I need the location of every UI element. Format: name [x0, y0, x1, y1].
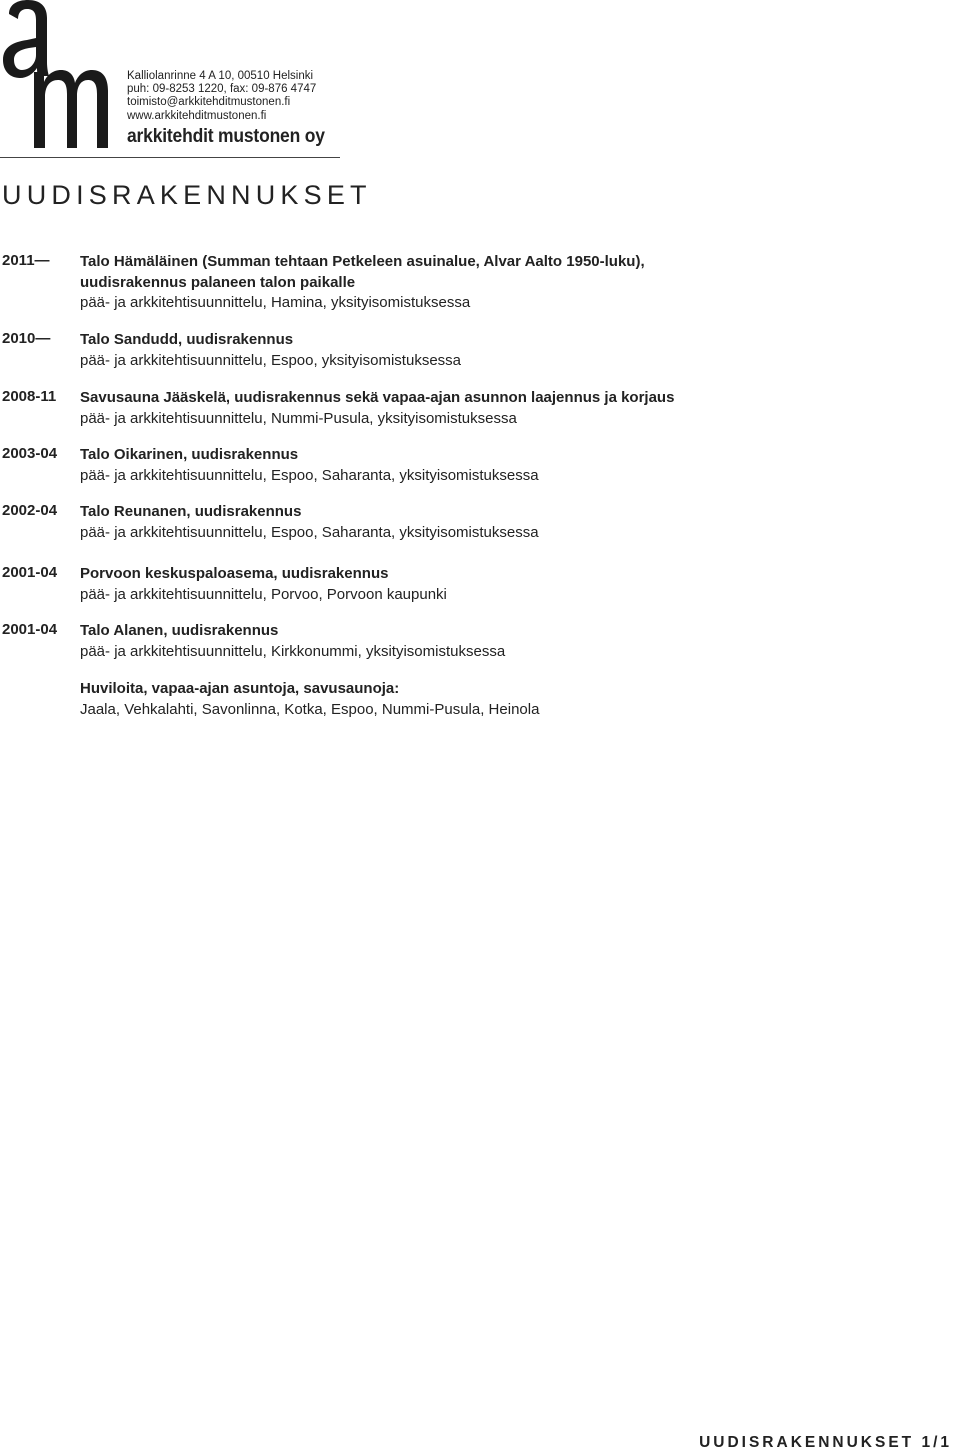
project-detail: pää- ja arkkitehtisuunnittelu, Kirkkonummi, yksityisomistuksessa: [80, 642, 506, 660]
project-body: [80, 252, 645, 314]
other-projects-body: [80, 679, 539, 720]
project-title-line: Savusauna Jääskelä, uudisrakennus sekä vapaa-ajan asunnon laajennus ja korjaus: [80, 389, 675, 406]
project-year: 2002-04: [2, 502, 58, 519]
project-title-line: Talo Sandudd, uudisrakennus: [80, 331, 294, 348]
project-body: [80, 388, 674, 429]
phone-fax: puh: 09-8253 1220, fax: 09-876 4747: [127, 83, 317, 96]
email-link[interactable]: toimisto@arkkitehditmustonen.fi: [127, 96, 291, 109]
project-body: [80, 621, 505, 662]
am-logo-mark: [0, 0, 112, 152]
project-year: 2010—: [2, 330, 51, 347]
project-body: [80, 445, 539, 486]
company-name: arkkitehdit mustonen oy: [127, 126, 325, 147]
project-detail: pää- ja arkkitehtisuunnittelu, Nummi-Pusula, yksityisomistuksessa: [80, 409, 517, 427]
company-logo: [0, 0, 112, 152]
page-footer: UUDISRAKENNUKSET 1/1: [699, 1434, 952, 1451]
logo-m-glyph: [34, 70, 108, 148]
project-body: [80, 502, 539, 543]
project-year: 2001-04: [2, 564, 58, 581]
project-detail: pää- ja arkkitehtisuunnittelu, Porvoo, Porvoon kaupunki: [80, 585, 447, 603]
project-title-line: Talo Alanen, uudisrakennus: [80, 622, 279, 639]
section-title: UUDISRAKENNUKSET: [2, 180, 372, 210]
project-detail: pää- ja arkkitehtisuunnittelu, Hamina, yksityisomistuksessa: [80, 294, 471, 311]
project-title-line: Porvoon keskuspaloasema, uudisrakennus: [80, 565, 389, 582]
project-title-line: Talo Reunanen, uudisrakennus: [80, 503, 302, 520]
project-year: 2001-04: [2, 621, 58, 638]
project-title-line: uudisrakennus palaneen talon paikalle: [80, 273, 356, 291]
project-year: 2003-04: [2, 445, 58, 462]
project-title-line: Talo Hämäläinen (Summan tehtaan Petkeleen asuinalue, Alvar Aalto 1950-luku),: [80, 253, 645, 270]
project-body: [80, 330, 461, 371]
other-projects-locations: Jaala, Vehkalahti, Savonlinna, Kotka, Espoo, Nummi-Pusula, Heinola: [80, 700, 540, 718]
project-detail: pää- ja arkkitehtisuunnittelu, Espoo, Saharanta, yksityisomistuksessa: [80, 466, 539, 484]
project-body: [80, 564, 447, 605]
logo-a-glyph: [3, 0, 49, 78]
header-divider: [0, 157, 340, 158]
website-link[interactable]: www.arkkitehditmustonen.fi: [127, 109, 267, 122]
other-projects-title: Huviloita, vapaa-ajan asuntoja, savusaunoja:: [80, 680, 400, 697]
project-year: 2008-11: [2, 388, 57, 405]
project-year: 2011—: [2, 252, 50, 269]
contact-block: [127, 70, 316, 123]
project-detail: pää- ja arkkitehtisuunnittelu, Espoo, Saharanta, yksityisomistuksessa: [80, 523, 539, 541]
project-title-line: Talo Oikarinen, uudisrakennus: [80, 446, 299, 463]
project-detail: pää- ja arkkitehtisuunnittelu, Espoo, yksityisomistuksessa: [80, 351, 462, 369]
address: Kalliolanrinne 4 A 10, 00510 Helsinki: [127, 70, 314, 82]
